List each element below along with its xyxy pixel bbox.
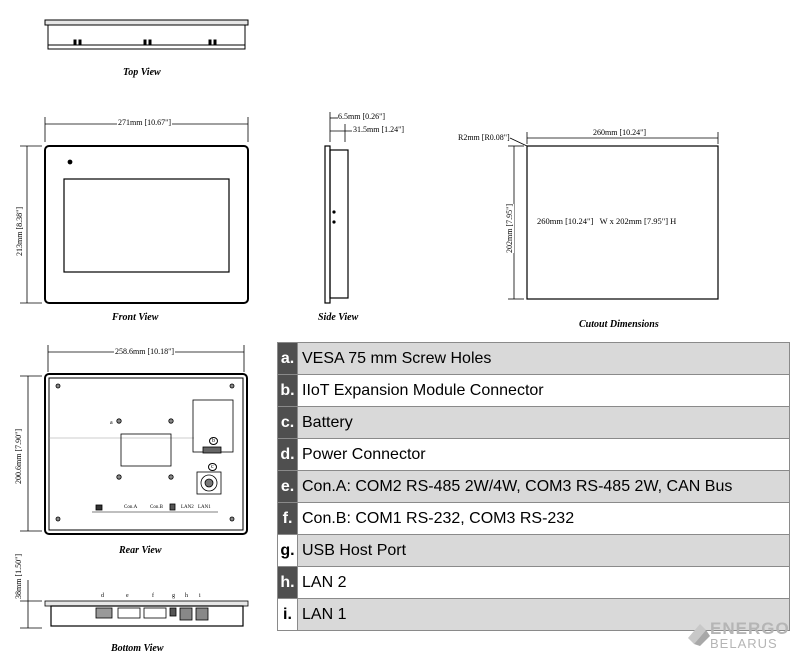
legend-key: f.	[278, 503, 298, 535]
legend-key: e.	[278, 471, 298, 503]
rear-marker-b: b	[209, 437, 218, 445]
legend-row	[278, 503, 790, 535]
front-view-drawing	[20, 117, 248, 303]
legend-key: i.	[278, 599, 298, 631]
legend-text: Power Connector	[298, 439, 790, 471]
cutout-width-dim: 260mm [10.24"]	[593, 128, 647, 137]
bottom-marker-e: e	[126, 593, 129, 599]
cutout-radius-dim: R2mm [R0.08"]	[458, 133, 510, 142]
legend-table	[277, 342, 790, 631]
legend-row	[278, 567, 790, 599]
legend-row	[278, 375, 790, 407]
cutout-height-dim: 202mm [7.95"]	[505, 203, 514, 253]
brand-line1: ENERGO	[710, 619, 790, 638]
bottom-marker-h: h	[185, 593, 188, 599]
rear-height-dim: 200.6mm [7.90"]	[14, 428, 23, 484]
legend-row	[278, 535, 790, 567]
side-depth-total-dim: 6.5mm [0.26"]	[338, 112, 386, 121]
bottom-marker-d: d	[101, 593, 104, 599]
rear-port-label-lan1: LAN1	[198, 505, 211, 510]
legend-text: Battery	[298, 407, 790, 439]
legend-row	[278, 343, 790, 375]
legend-text: USB Host Port	[298, 535, 790, 567]
side-view-caption: Side View	[318, 312, 359, 323]
brand-line2: BELARUS	[710, 636, 778, 651]
legend-text: LAN 1	[298, 599, 790, 631]
legend-key: h.	[278, 567, 298, 599]
side-view-drawing	[325, 112, 352, 303]
rear-marker-a: a	[110, 420, 113, 426]
top-view-caption: Top View	[123, 67, 161, 78]
legend-key: g.	[278, 535, 298, 567]
rear-view-caption: Rear View	[119, 545, 162, 556]
rear-port-label-lan2: LAN2	[181, 505, 194, 510]
rear-port-label-con-a: Con.A	[124, 505, 138, 510]
legend-key: d.	[278, 439, 298, 471]
legend-text: Con.B: COM1 RS-232, COM3 RS-232	[298, 503, 790, 535]
top-view-drawing	[45, 20, 248, 49]
legend-key: b.	[278, 375, 298, 407]
bottom-marker-f: f	[152, 593, 154, 599]
bottom-height-dim: 38mm [1.50"]	[14, 553, 23, 599]
legend-row	[278, 471, 790, 503]
legend-key: a.	[278, 343, 298, 375]
rear-port-label-con-b: Con.B	[150, 505, 163, 510]
legend-text: Con.A: COM2 RS-485 2W/4W, COM3 RS-485 2W, CAN Bus	[298, 471, 790, 503]
rear-width-dim: 258.6mm [10.18"]	[115, 347, 175, 356]
rear-marker-c: c	[208, 463, 217, 471]
legend-key: c.	[278, 407, 298, 439]
legend-row	[278, 439, 790, 471]
side-depth-body-dim: 31.5mm [1.24"]	[353, 125, 405, 134]
legend-text: IIoT Expansion Module Connector	[298, 375, 790, 407]
bottom-marker-g: g	[172, 593, 175, 599]
bottom-view-caption: Bottom View	[111, 643, 164, 654]
front-height-dim: 213mm [8.38"]	[15, 206, 24, 256]
front-width-dim: 271mm [10.67"]	[118, 118, 172, 127]
cutout-size-label: 260mm [10.24"] W x 202mm [7.95"] H	[537, 216, 677, 226]
cutout-caption: Cutout Dimensions	[579, 319, 659, 330]
legend-text: VESA 75 mm Screw Holes	[298, 343, 790, 375]
brand-watermark	[682, 621, 790, 650]
legend-row	[278, 407, 790, 439]
bottom-marker-i: i	[199, 593, 201, 599]
legend-text: LAN 2	[298, 567, 790, 599]
front-view-caption: Front View	[112, 312, 159, 323]
bottom-view-drawing	[20, 580, 248, 628]
